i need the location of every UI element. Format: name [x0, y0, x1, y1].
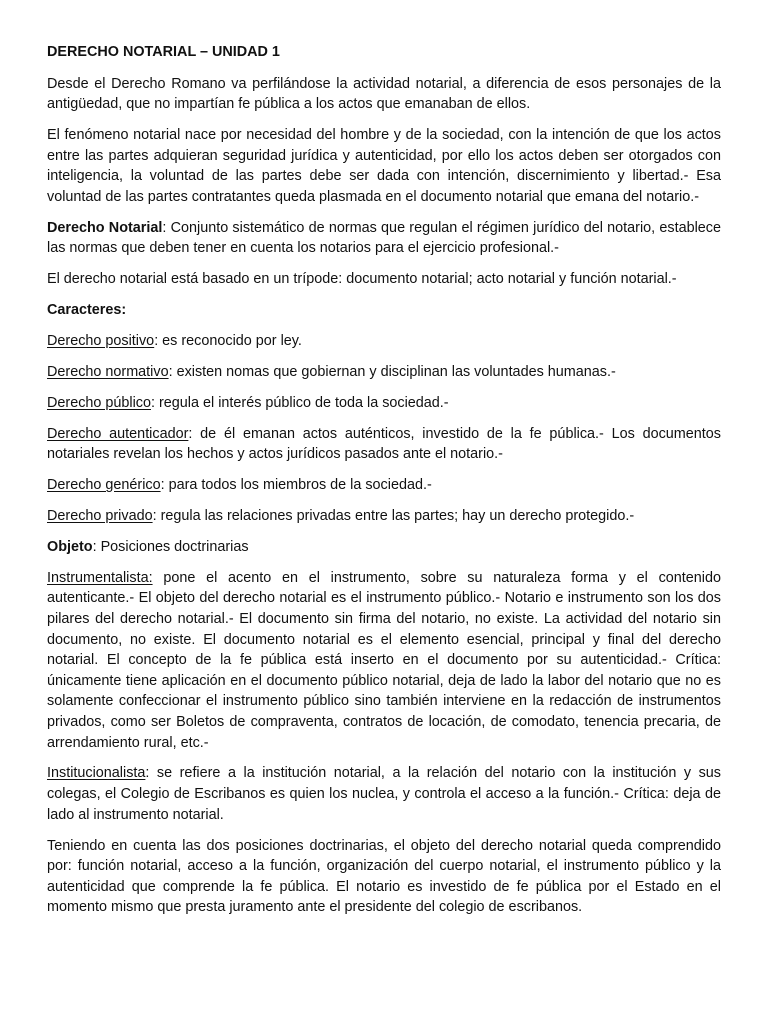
instrumentalista-paragraph	[47, 568, 721, 753]
caracter-term: Derecho positivo	[47, 333, 155, 350]
caracter-text: : regula el interés público de toda la sociedad.-	[151, 394, 449, 411]
caracter-term: Derecho autenticador	[47, 425, 189, 442]
caracter-text: : de él emanan actos auténticos, investido de la fe pública.- Los documentos notariales revelan los hechos y actos jurídicos pasados ante el notario.-	[47, 425, 721, 463]
institucionalista-term: Institucionalista	[47, 765, 146, 782]
caracter-item	[47, 506, 721, 527]
caracter-term: Derecho público	[47, 394, 151, 411]
caracter-text: : regula las relaciones privadas entre las partes; hay un derecho protegido.-	[152, 508, 635, 525]
definition-paragraph	[47, 218, 721, 259]
objeto-term: Objeto	[47, 538, 93, 555]
objeto-paragraph	[47, 537, 721, 558]
document-title: DERECHO NOTARIAL – UNIDAD 1	[47, 44, 280, 60]
caracteres-heading: Caracteres:	[47, 302, 127, 319]
instrumentalista-term: Instrumentalista:	[47, 569, 153, 586]
caracter-text: : es reconocido por ley.	[154, 333, 302, 350]
caracter-text: : existen nomas que gobiernan y disciplinan las voluntades humanas.-	[168, 363, 616, 380]
institucionalista-text: : se refiere a la institución notarial, a la relación del notario con la institución y sus colegas, el Colegio de Escribanos es quien los nuclea, y controla el acceso a la función.- Crítica: deja de lado al instrumento notarial.	[47, 765, 721, 823]
caracter-term: Derecho privado	[47, 508, 153, 525]
tripode-paragraph: El derecho notarial está basado en un trípode: documento notarial; acto notarial y función notarial.-	[47, 271, 677, 288]
caracter-item	[47, 393, 721, 414]
caracter-term: Derecho normativo	[47, 363, 169, 380]
conclusion-paragraph: Teniendo en cuenta las dos posiciones doctrinarias, el objeto del derecho notarial queda comprendido por: función notarial, acceso a la función, organización del cuerpo notarial, el instrumento público y la autenticidad que comprende la fe pública. El notario es investido de fe pública por el Estado en el momento mismo que presta juramento ante el presidente del colegio de escribanos.	[47, 837, 721, 916]
caracter-text: : para todos los miembros de la sociedad.-	[160, 477, 432, 494]
caracter-term: Derecho genérico	[47, 477, 161, 494]
caracter-item	[47, 475, 721, 496]
caracter-item	[47, 362, 721, 383]
caracter-item	[47, 331, 721, 352]
objeto-text: : Posiciones doctrinarias	[92, 538, 249, 555]
intro-paragraph-2: El fenómeno notarial nace por necesidad del hombre y de la sociedad, con la intención de que los actos entre las partes adquieran seguridad jurídica y autenticidad, por ello los actos deben ser otorgados con inteligencia, la voluntad de las partes debe ser dada con intención, discernimiento y libertad.- Esa voluntad de las partes contratantes queda plasmada en el documento notarial que emana del notario.-	[47, 127, 721, 205]
definition-text: : Conjunto sistemático de normas que regulan el régimen jurídico del notario, establece las normas que deben tener en cuenta los notarios para el ejercicio profesional.-	[47, 219, 721, 257]
instrumentalista-text: pone el acento en el instrumento, sobre su naturaleza forma y el contenido autenticante.- El objeto del derecho notarial es el instrumento público.- Notario e instrumento son los dos pilares del derecho notarial.- El documento sin firma del notario, no existe. La actividad del notario sin documento, no existe. El documento notarial es el elemento esencial, principal y final del derecho notarial. El concepto de la fe pública está inserto en el documento por su autenticidad.- Crítica: únicamente tiene aplicación en el documento público notarial, deja de lado la labor del notario que no es solamente confeccionar el instrumento público sino también interviene en la redacción de instrumentos privados, como ser Boletos de compraventa, contratos de locación, de comodato, tenencia precaria, de arrendamiento rural, etc.-	[47, 569, 721, 751]
caracter-item	[47, 424, 721, 465]
institucionalista-paragraph	[47, 763, 721, 825]
intro-paragraph-1: Desde el Derecho Romano va perfilándose la actividad notarial, a diferencia de esos personajes de la antigüedad, que no impartían fe pública a los actos que emanaban de ellos.	[47, 75, 721, 113]
definition-term: Derecho Notarial	[47, 219, 163, 236]
